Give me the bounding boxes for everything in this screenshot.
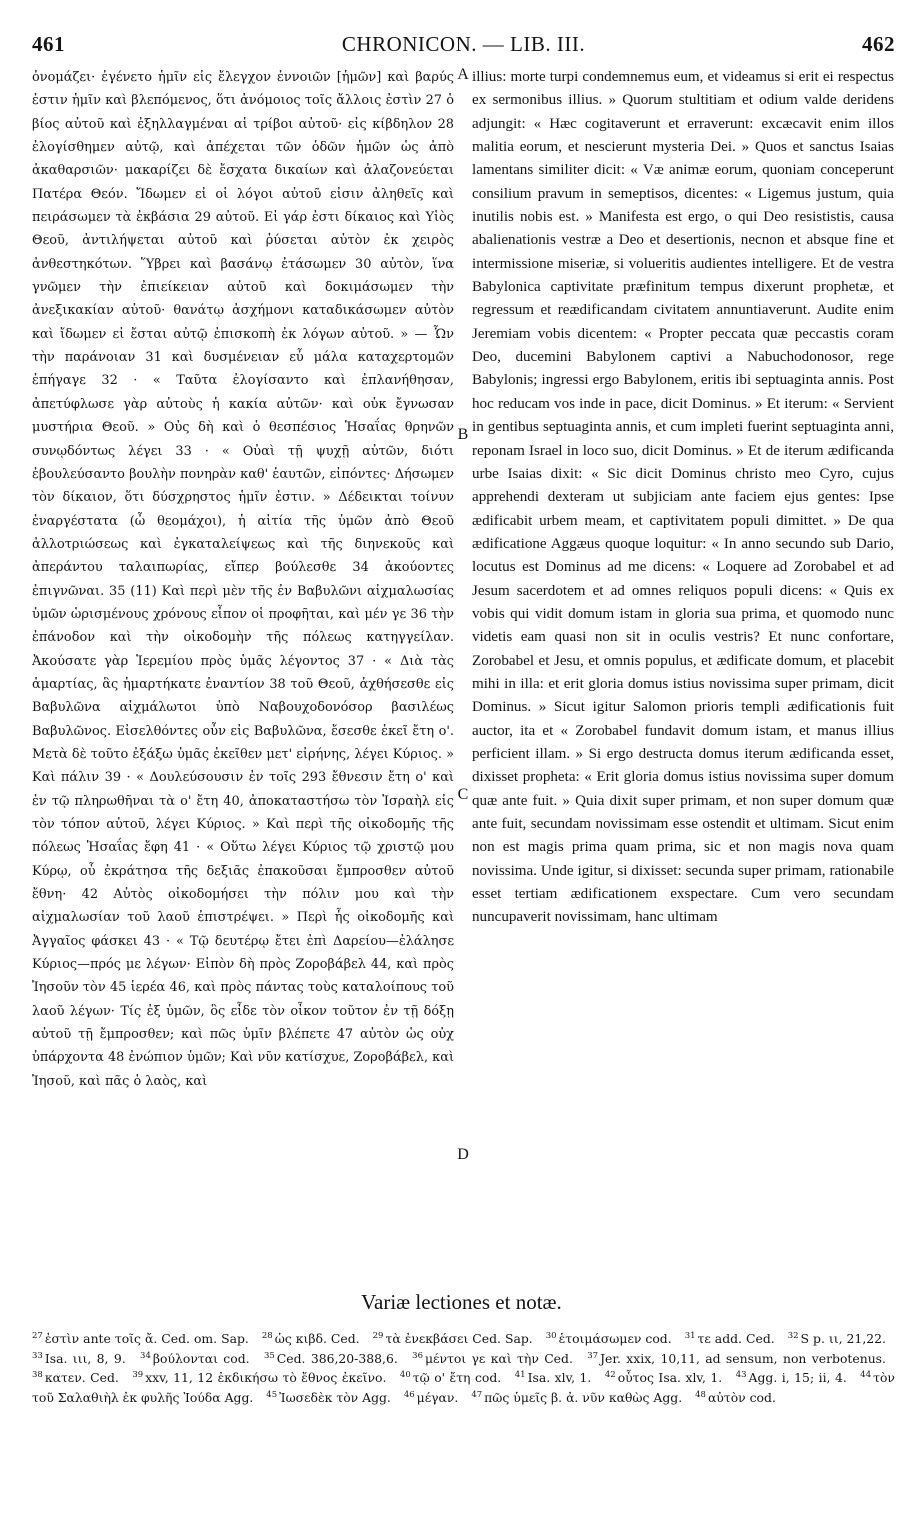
note-item — [264, 1351, 398, 1366]
note-number: 37 — [587, 1350, 599, 1361]
margin-marker-a: A — [457, 66, 469, 83]
note-item — [32, 1351, 126, 1366]
running-title: CHRONICON. — LIB. III. — [341, 32, 586, 56]
note-number: 46 — [403, 1389, 415, 1400]
note-text: Ced. 386,20-388,6. — [276, 1350, 398, 1366]
note-text: Isa. xlv, 1. — [527, 1370, 592, 1386]
note-text: οὗτος Isa. xlv, 1. — [617, 1370, 723, 1386]
note-text: μέγαν. — [416, 1389, 459, 1405]
page-header — [32, 32, 895, 60]
note-number: 41 — [514, 1370, 526, 1381]
note-item — [262, 1331, 360, 1346]
note-text: ἑτοιμάσωμεν cod. — [558, 1331, 672, 1347]
note-number: 38 — [32, 1370, 43, 1381]
note-number: 42 — [604, 1370, 616, 1381]
note-text: xxv, 11, 12 ἐκδικήσω τὸ ἔθνος ἐκεῖνο. — [145, 1370, 387, 1386]
greek-column — [32, 66, 454, 1274]
note-item — [32, 1331, 249, 1346]
note-number: 40 — [399, 1370, 411, 1381]
note-text: αὐτὸν cod. — [707, 1389, 776, 1405]
note-item — [412, 1351, 573, 1366]
note-text: πῶς ὑμεῖς β. ἀ. νῦν καθὼς Agg. — [484, 1389, 683, 1405]
note-text: S p. ιι, 21,22. — [800, 1331, 886, 1347]
note-number: 48 — [695, 1389, 706, 1400]
note-number: 47 — [471, 1389, 483, 1400]
note-number: 31 — [684, 1331, 696, 1341]
notes-title: Variæ lectiones et notæ. — [361, 1290, 562, 1314]
note-item — [788, 1331, 886, 1346]
note-number: 44 — [860, 1370, 872, 1381]
note-text: βούλονται cod. — [152, 1350, 250, 1366]
note-text: μέντοι γε καὶ τὴν Ced. — [424, 1350, 573, 1366]
note-number: 34 — [140, 1350, 151, 1361]
margin-marker-c: C — [457, 786, 469, 803]
note-number: 27 — [32, 1331, 43, 1341]
text-columns — [32, 66, 895, 1274]
margin-marker-d: D — [457, 1146, 469, 1163]
note-number: 28 — [261, 1331, 273, 1341]
note-number: 43 — [735, 1370, 747, 1381]
left-page-number: 461 — [32, 32, 65, 56]
note-number: 29 — [372, 1331, 384, 1341]
latin-column — [472, 66, 894, 1274]
margin-marker-b: B — [457, 426, 469, 443]
note-item — [32, 1370, 119, 1385]
note-text: ἐστὶν ante τοῖς ἄ. Ced. om. Sap. — [44, 1331, 249, 1347]
note-item — [736, 1370, 847, 1385]
note-number: 39 — [132, 1370, 144, 1381]
note-item — [266, 1390, 391, 1405]
notes-section — [32, 1328, 895, 1406]
note-item — [695, 1390, 776, 1405]
right-page-number: 462 — [862, 32, 895, 56]
note-text: Jer. xxix, 10,11, ad sensum, non verbotenus. — [600, 1350, 886, 1366]
note-text: τῷ ο' ἔτη cod. — [412, 1370, 502, 1386]
note-number: 33 — [32, 1350, 43, 1361]
note-item — [546, 1331, 672, 1346]
note-item — [132, 1370, 386, 1385]
note-item — [605, 1370, 722, 1385]
note-item — [140, 1351, 250, 1366]
note-text: τε add. Ced. — [697, 1331, 775, 1347]
note-item — [400, 1370, 501, 1385]
note-text: κατεν. Ced. — [44, 1370, 119, 1386]
note-number: 35 — [263, 1350, 275, 1361]
note-text: Agg. i, 15; ii, 4. — [748, 1370, 847, 1386]
latin-text: illius: morte turpi condemnemus eum, et videamus si erit ei respectus ex sermonibus illius. » Quorum stultitiam et odium valde deridens adjungit: « Hæc cogitaverunt et erraverunt: excæcavit enim illos malitia eorum, et nescierunt mysteria Dei. » Quos et sanctus Isaias lamentans similiter dicit: « Væ animæ eorum, quoniam conceperunt consilium pravum in semeptisos, dicentes: « Ligemus justum, quia inutilis nobis est. » Manifesta est ergo, o qui Deo resististis, causa abalienationis vestræ a Deo et desertionis, necnon et absque fine et intermissione miseriæ, si volueritis audientes intelligere. Et de vestra Babylonica captivitate præfinitum tempus dixerunt prophetæ, et regressum et reædificandam civitatem annuntiaverunt. Audite enim Jeremiam vobis dicentem: « Propter peccata quæ peccastis coram Deo, ducemini Babylonem captivi a Nabuchodonosor, rege Babylonis; ingressi ergo Babylonem, eritis ibi septuaginta annis. Post hoc reducam vos inde in pace, dicit Dominus. » Et iterum: « Servient in gentibus septuaginta annis, et cum impleti fuerint septuaginta anni, reponam Israel in loco suo, dicit Dominus. » Et de iterum ædificanda urbe Isaias dixit: « Sic dicit Dominus christo meo Cyro, cujus apprehendi dexteram ut subjiciam ante faciem ejus gentes: Ipse ædificabit urbem meam, et captivitatem populi dimittet. » De qua ædificatione Aggæus quoque loquitur: « In anno secundo sub Dario, locutus est Dominus ad me dicens: « Loquere ad Zorobabel et ad Jesum sacerdotem et ad omnes reliquos populi dicens: « Quis ex vobis qui vidit domum istam in gloria sua prima, et quomodo nunc videtis eam quasi non sit in oculis vestris? Et nunc confortare, Zorobabel et Jesu, et omnis populus, et ædificate domum, et placebit mihi in illa: et erit gloria domus istius novissima super primam, dicit Dominus. » Sicut igitur Salomon prioris templi ædificationis fuit auctor, ita et « Zorobabel fundavit domum istam, et manus illius perficient illam. » Si ergo destructa domus iterum ædificanda esset, dixisset propheta: « Erit gloria domus istius novissima super domum quæ ante fuit. » Quia dixit super primam, et non super domum quæ ante fuit, secundam novissimam esse ostendit et ultimam. Sicut enim non est magis prima quam prima, sic et non magis nova quam novissima. Unde igitur, si dixisset: secunda super primam, rationabile esset tertiam ædificationem exspectare. Cum vero secundam nuncupaverit novissimam, hanc ultimam — [472, 69, 894, 926]
note-item — [587, 1351, 886, 1366]
note-number: 45 — [266, 1389, 278, 1400]
note-item — [685, 1331, 775, 1346]
note-number: 32 — [787, 1331, 799, 1341]
note-text: ὡς κιβδ. Ced. — [274, 1331, 360, 1347]
note-item — [404, 1390, 459, 1405]
note-text: Isa. ιιι, 8, 9. — [44, 1350, 126, 1366]
note-text: Ἰωσεδὲκ τὸν Agg. — [279, 1389, 391, 1405]
greek-text: ὀνομάζει· ἐγένετο ἡμῖν εἰς ἔλεγχον ἐννοιῶν [ἡμῶν] καὶ βαρύς ἐστιν ἡμῖν καὶ βλεπόμενος, ὅτι ἀνόμοιος τοῖς ἄλλοις ἐστὶν 27 ὁ βίος αὐτοῦ καὶ ἐξηλλαγμέναι αἱ τρίβοι αὐτοῦ· εἰς κίβδηλον 28 ἐλογίσθημεν αὐτῷ, καὶ ἀπέχεται τῶν ὁδῶν ἡμῶν ὡς ἀπὸ ἀκαθαρσιῶν· μακαρίζει δὲ ἔσχατα δικαίων καὶ ἀλαζονεύεται Πατέρα Θεόν. Ἴδωμεν εἰ οἱ λόγοι αὐτοῦ εἰσιν ἀληθεῖς καὶ πειράσωμεν τὰ ἐκβάσια 29 αὐτοῦ. Εἰ γάρ ἐστι δίκαιος καὶ Υἱὸς Θεοῦ, ἀντιλήψεται αὐτοῦ καὶ ῥύσεται αὐτὸν ἐκ χειρὸς ἀνθεστηκότων. Ὕβρει καὶ βασάνῳ ἐτάσωμεν 30 αὐτὸν, ἵνα γνῶμεν τὴν ἐπιείκειαν αὐτοῦ καὶ δοκιμάσωμεν τὴν ἀνεξικακίαν αὐτοῦ· θανάτῳ ἀσχήμονι καταδικάσωμεν αὐτὸν καὶ ἴδωμεν εἰ ἔσται αὐτῷ ἐπισκοπὴ ἐκ λόγων αὐτοῦ. » — Ὧν τὴν παράνοιαν 31 καὶ δυσμένειαν εὖ μάλα καταχερτομῶν ἐπήγαγε 32 · « Ταῦτα ἐλογίσαντο καὶ ἐπλανήθησαν, ἀπετύφλωσε γὰρ αὐτοὺς ἡ κακία αὐτῶν· καὶ οὐκ ἔγνωσαν μυστήρια Θεοῦ. » Οὐς δὴ καὶ ὁ θεσπέσιος Ἡσαΐας θρηνῶν συνῳδόντως λέγει 33 · « Οὐαὶ τῇ ψυχῇ αὐτῶν, διότι ἐβουλεύσαντο βουλὴν πονηρὰν καθ' ἑαυτῶν, εἰπόντες· Δήσωμεν τὸν δίκαιον, ὅτι δύσχρηστος ἡμῖν ἐστιν. » Δέδεικται τοίνυν ἐναργέστατα (ὦ θεομάχοι), ἡ αἰτία τῆς ὑμῶν ἀπὸ Θεοῦ ἀλλοτριώσεως καὶ ἐγκαταλείψεως καὶ τῆς διηνεκοῦς καὶ ἀπεράντου ταλαιπωρίας, εἴπερ βούλεσθε 34 ἀκούοντες ἐπιγνῶναι. 35 (11) Καὶ περὶ μὲν τῆς ἐν Βαβυλῶνι αἰχμαλωσίας ὑμῶν ὡρισμένους χρόνους εἶπον οἱ προφῆται, καὶ μέν γε 36 τὴν ἐπάνοδον καὶ τὴν οἰκοδομὴν τῆς πόλεως κατηγγείλαν. Ἀκούσατε γὰρ Ἱερεμίου πρὸς ὑμᾶς λέγοντος 37 · « Διὰ τὰς ἁμαρτίας, ἃς ἡμαρτήκατε ἐναντίον 38 τοῦ Θεοῦ, ἀχθήσεσθε εἰς Βαβυλῶνα αἰχμάλωτοι ὑπὸ Ναβουχοδονόσορ βασιλέως Βαβυλῶνος. Εἰσελθόντες οὖν εἰς Βαβυλῶνα, ἔσεσθε ἐκεῖ ἔτη ο'. Μετὰ δὲ τοῦτο ἐξάξω ὑμᾶς ἐκεῖθεν μετ' εἰρήνης, λέγει Κύριος. » Καὶ πάλιν 39 · « Δουλεύσουσιν ἐν τοῖς 293 ἔθνεσιν ἔτη ο' καὶ ἐν τῷ πληρωθῆναι τὰ ο' ἔτη 40, ἀποκαταστήσω τὸν Ἰσραὴλ εἰς τὸν τόπον αὐτοῦ, λέγει Κύριος. » Καὶ περὶ τῆς οἰκοδομῆς τῆς πόλεως Ἡσαΐας ἔφη 41 · « Οὕτω λέγει Κύριος τῷ χριστῷ μου Κύρῳ, οὗ ἐκράτησα τῆς δεξιᾶς ἐπακοῦσαι ἔμπροσθεν αὐτοῦ ἔθνη· 42 Αὐτὸς οἰκοδομήσει τὴν πόλιν μου καὶ τὴν αἰχμαλωσίαν τοῦ λαοῦ ἐπιστρέψει. » Περὶ ἧς οἰκοδομῆς καὶ Ἀγγαῖος φάσκει 43 · « Τῷ δευτέρῳ ἔτει ἐπὶ Δαρείου—ἐλάλησε Κύριος—πρός με λέγων· Εἰπὸν δὴ πρὸς Ζοροβάβελ 44, καὶ πρὸς Ἰησοῦν τὸν 45 ἱερέα 46, καὶ πρὸς πάντας τοὺς καταλοίπους τοῦ λαοῦ λέγων· Τίς ἐξ ὑμῶν, ὃς εἶδε τὸν οἶκον τοῦτον ἐν τῇ δόξῃ αὐτοῦ τῇ ἔμπροσθεν; καὶ πῶς ὑμῖν βλέπετε 47 αὐτὸν ὡς οὐχ ὑπάρχοντα 48 ἐνώπιον ὑμῶν; Καὶ νῦν κατίσχυε, Ζοροβάβελ, καὶ Ἰησοῦ, καὶ πᾶς ὁ λαὸς, καὶ — [32, 70, 454, 1089]
note-number: 36 — [412, 1350, 423, 1361]
note-item — [515, 1370, 592, 1385]
note-text: τὸν τοῦ Σαλαθιὴλ ἐκ φυλῆς Ἰούδα Agg. — [32, 1370, 895, 1405]
note-text: τὰ ἐνεκβάσει Ced. Sap. — [385, 1331, 533, 1347]
note-number: 30 — [545, 1331, 557, 1341]
note-item — [471, 1390, 682, 1405]
note-item — [373, 1331, 533, 1346]
